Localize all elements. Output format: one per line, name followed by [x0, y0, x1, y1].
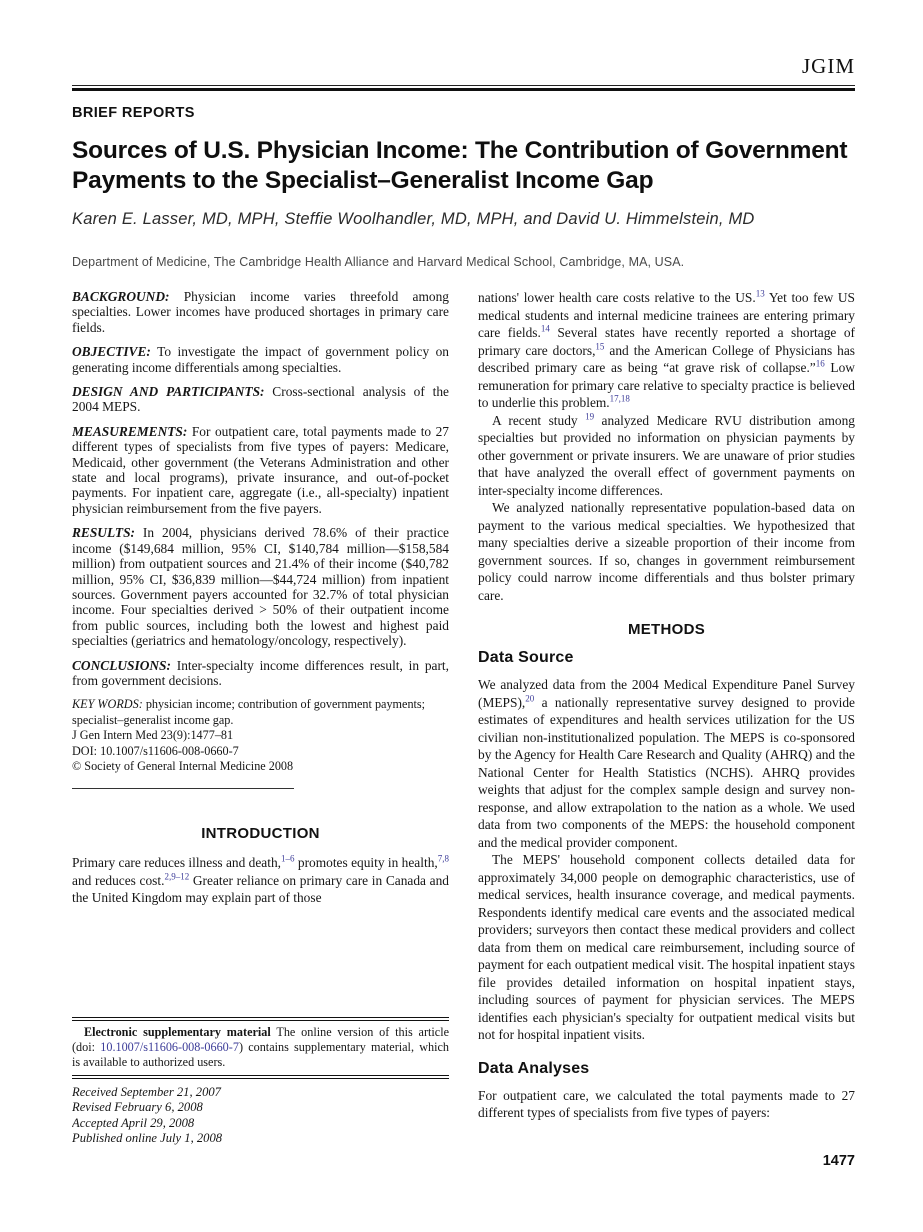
abstract-objective [72, 344, 449, 375]
abstract-measurements [72, 424, 449, 516]
header-rule [72, 85, 855, 91]
page-number: 1477 [822, 1153, 855, 1169]
reference-superscript[interactable]: 15 [595, 341, 605, 352]
abstract-section-label: BACKGROUND: [72, 289, 170, 304]
abstract-section-text: In 2004, physicians derived 78.6% of their practice income ($149,684 million, 95% CI, $140,784 million—$158,584 million) from outpatient sources and 21.4% of their income ($40,782 million, 95% CI, $36,839 million—$44,724 million) from inpatient sources. Government payers accounted for 32.7% of total physician income. Four specialties derived > 50% of their outpatient income from public sources, including both the lowest and highest paid specialties (geriatrics and hematology/oncology, respectively). [72, 525, 449, 649]
reference-superscript[interactable]: 17,18 [609, 393, 630, 404]
abstract-conclusions [72, 658, 449, 689]
right-column [478, 289, 855, 1169]
introduction-heading: INTRODUCTION [201, 825, 320, 843]
two-column-body [72, 289, 855, 1169]
abstract-design [72, 384, 449, 415]
keywords-label: KEY WORDS: [72, 697, 143, 712]
methods-heading: METHODS [627, 621, 706, 638]
revised-date: Revised February 6, 2008 [72, 1100, 203, 1115]
data-analyses-heading: Data Analyses [478, 1059, 590, 1077]
journal-logo: JGIM [801, 54, 855, 78]
body-paragraph: A recent study $^{19}$ analyzed Medicare RVU distribution among specialties but provided no information on physician payments by other government or private insurers. We are unaware of prior studies that have analyzed the overall effect of government payments on inter-specialty income differences. [478, 411, 855, 498]
doi-line: DOI: 10.1007/s11606-008-0660-7 [72, 743, 239, 758]
introduction-paragraph: Primary care reduces illness and death,$^{1-6}$ promotes equity in health,$^{7,8}$ and reduces cost.$^{2,9-12}$ Greater reliance on primary care in Canada and the United Kingdom may explain part of those [72, 853, 449, 906]
reference-superscript[interactable]: 7,8 [437, 853, 449, 864]
footnote-box [72, 1017, 449, 1147]
abstract-section-text: Physician income varies threefold among specialties. Lower incomes have produced shortages in primary care fields. [72, 289, 449, 335]
reference-superscript[interactable]: 2,9–12 [164, 871, 190, 882]
published-date: Published online July 1, 2008 [72, 1131, 223, 1146]
abstract-section-text: Inter-specialty income differences result, in part, from government decisions. [72, 657, 449, 688]
copyright-line: © Society of General Internal Medicine 2008 [72, 758, 294, 773]
affiliation-line: Department of Medicine, The Cambridge Health Alliance and Harvard Medical School, Cambridge, MA, USA. [72, 255, 685, 269]
body-paragraph: The MEPS' household component collects detailed data for approximately 34,000 people on demographic characteristics, use of medical services, health insurance coverage, and medical payments. Respondents identify medical care events and the associated medical providers; surveyors then contact these medical providers and collect data from them on medical care reimbursement, including source of payment for each outpatient medical visit. The hospital inpatient stays file provides detailed information on hospital inpatient stays, including sources of payment for physician services. The MEPS identifies each physician's specialty for outpatient medical visits but not for hospital inpatient visits. [478, 852, 855, 1042]
citation-line: J Gen Intern Med 23(9):1477–81 [72, 728, 234, 743]
reference-superscript[interactable]: 16 [815, 358, 825, 369]
reference-superscript[interactable]: 13 [755, 289, 765, 299]
supplementary-material-note: Electronic supplementary material The online version of this article (doi: 10.1007/s11606-008-0660-7) contains supplementary material, which is available to authorized users. [72, 1025, 449, 1069]
page-content [72, 0, 855, 1169]
article-title: Sources of U.S. Physician Income: The Contribution of Government Payments to the Specialist–Generalist Income Gap [72, 137, 848, 194]
body-paragraph: nations' lower health care costs relative to the US.$^{13}$ Yet too few US medical students and internal medicine trainees are entering primary care fields.$^{14}$ Several states have recently reported a shortage of primary care doctors,$^{15}$ and the American College of Physicians has described primary care as being “at grave risk of collapse.”$^{16}$ Low remuneration for primary care relative to specialty practice is believed to underlie this problem.$^{17,18}$ [478, 289, 855, 410]
abstract-section-text: To investigate the impact of government policy on generating income differentials among specialties. [72, 344, 449, 375]
data-source-heading: Data Source [478, 649, 574, 666]
authors-line: Karen E. Lasser, MD, MPH, Steffie Woolhandler, MD, MPH, and David U. Himmelstein, MD [72, 210, 755, 228]
reference-superscript[interactable]: 20 [525, 693, 535, 704]
abstract-section-label: MEASUREMENTS: [72, 423, 188, 439]
article-meta-block [72, 697, 449, 774]
abstract-section-text: Cross-sectional analysis of the 2004 MEPS. [72, 384, 449, 415]
reference-superscript[interactable]: 14 [540, 323, 550, 334]
footnote-bold-lead: Electronic supplementary material [84, 1025, 271, 1040]
abstract-section-label: CONCLUSIONS: [72, 657, 171, 673]
keywords-text: physician income; contribution of government payments; specialist–generalist income gap. [72, 697, 426, 727]
received-date: Received September 21, 2007 [72, 1084, 221, 1099]
doi-link[interactable]: 10.1007/s11606-008-0660-7 [100, 1040, 239, 1055]
reference-superscript[interactable]: 19 [585, 411, 595, 422]
reference-superscript[interactable]: 1–6 [281, 853, 295, 864]
abstract-section-label: DESIGN AND PARTICIPANTS: [72, 384, 265, 400]
body-paragraph: We analyzed data from the 2004 Medical Expenditure Panel Survey (MEPS),$^{20}$ a nationally representative survey designed to provide estimates of expenditures and health services utilization for the US civilian non-institutionalized population. The MEPS is co-sponsored by the Agency for Health Care Research and Quality (AHRQ) and the National Center for Health Statistics (NCHS). AHRQ provides weights that adjust for the complex sample design and survey non-response, and allow extrapolation to the nation as a whole. We used data from two components of the MEPS: the household component and the medical provider component. [478, 677, 855, 850]
left-column [72, 289, 449, 1169]
abstract-background [72, 289, 449, 335]
abstract-section-label: RESULTS: [72, 525, 136, 541]
abstract-separator-rule [72, 788, 294, 789]
footnote-rule-top [72, 1017, 449, 1021]
body-paragraph: For outpatient care, we calculated the total payments made to 27 different types of specialists from five types of payers: [478, 1087, 855, 1120]
abstract-section-label: OBJECTIVE: [72, 344, 151, 360]
article-history [72, 1085, 449, 1147]
article-type-label: BRIEF REPORTS [72, 105, 195, 121]
abstract-section-text: For outpatient care, total payments made to 27 different types of specialists from five types of payers: Medicare, Medicaid, other government (the Veterans Administration and other state and local programs), private insurance, and out-of-pocket payments. For inpatient care, aggregate (i.e., all-specialty) inpatient physician reimbursement from the five payers. [72, 423, 449, 516]
abstract-results [72, 525, 449, 648]
keywords-line [72, 697, 449, 728]
footnote-rule-bottom [72, 1075, 449, 1079]
body-paragraph: We analyzed nationally representative population-based data on payment to the various medical specialties. We hypothesized that many specialties derive a sizeable proportion of their income from government sources. If so, changes in government reimbursement policy could narrow income differentials and thus bolster primary care. [478, 500, 855, 603]
accepted-date: Accepted April 29, 2008 [72, 1115, 195, 1130]
